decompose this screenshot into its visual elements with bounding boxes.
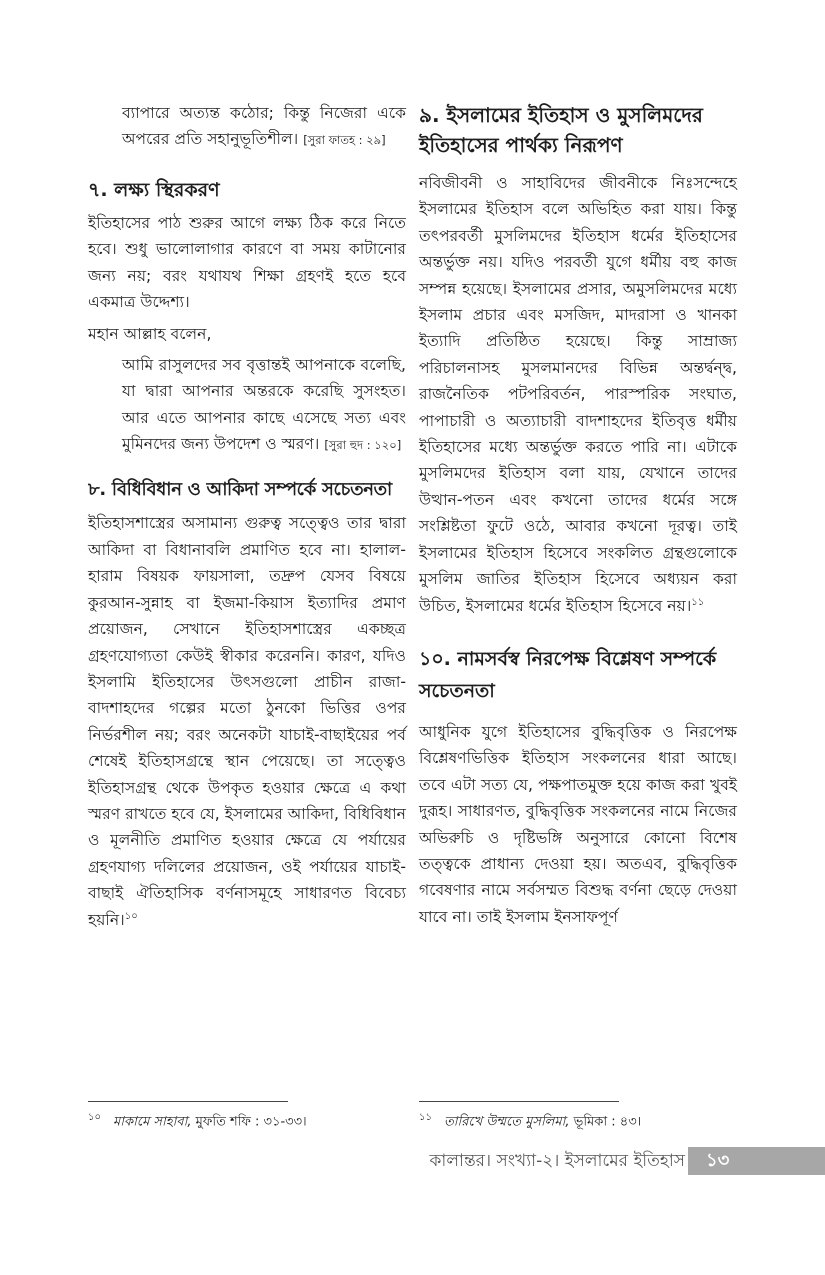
footnote-divider-left <box>88 1101 288 1102</box>
footnote-right-number: ১১ <box>419 1112 432 1123</box>
section8-heading: ৮. বিধিবিধান ও আকিদা সম্পর্কে সচেতনতা <box>88 479 392 501</box>
left-column <box>88 100 406 933</box>
footnote-right-text: ভূমিকা : ৪৩। <box>573 1114 642 1130</box>
section8-paragraph-text: ইতিহাসশাস্ত্রের অসামান্য গুরুত্ব সত্ত্বেও তার দ্বারা আকিদা বা বিধানাবলি প্রমাণিত হবে না। হালাল-হারাম বিষয়ক ফায়সালা, তদ্রুপ যেসব বিষয়ে কুরআন-সুন্নাহ বা ইজমা-কিয়াস ইত্যাদির প্রমাণ প্রয়োজন, সেখানে ইতিহাসশাস্ত্রের একচ্ছত্র গ্রহণযোগ্যতা কেউই স্বীকার করেননি। কারণ, যদিও ইসলামি ইতিহাসের উৎসগুলো প্রাচীন রাজা-বাদশাহদের গল্পের মতো ঠুনকো ভিত্তির ওপর নির্ভরশীল নয়; বরং অনেকটা যাচাই-বাছাইয়ের পর্ব শেষেই ইতিহাসগ্রন্থে স্থান পেয়েছে। তা সত্ত্বেও ইতিহাসগ্রন্থ থেকে উপকৃত হওয়ার ক্ষেত্রে এ কথা স্মরণ রাখতে হবে যে, ইসলামের আকিদা, বিধিবিধান ও মূলনীতি প্রমাণিত হওয়ার ক্ষেত্রে যে পর্যায়ের গ্রহণযাগ্য দলিলের প্রয়োজন, ওই পর্যায়ের যাচাই-বাছাই ঐতিহাসিক বর্ণনাসমূহে সাধারণত বিবেচ্য হয়নি। <box>88 514 406 929</box>
right-column <box>419 100 737 930</box>
footnote-right-title: তারিখে উম্মতে মুসলিমা, <box>443 1114 570 1130</box>
section9-paragraph <box>419 170 737 619</box>
section7-quote <box>88 352 406 459</box>
section8-paragraph <box>88 510 406 933</box>
continued-quote-text: ব্যাপারে অত্যন্ত কঠোর; কিন্তু নিজেরা একে অপরের প্রতি সহানুভূতিশীল। <box>122 104 406 149</box>
section7-quote-citation: [সুরা হুদ : ১২০] <box>324 438 402 453</box>
continued-quote <box>88 100 406 154</box>
section7-paragraph: ইতিহাসের পাঠ শুরুর আগে লক্ষ্য ঠিক করে নিতে হবে। শুধু ভালোলাগার কারণে বা সময় কাটানোর জন্য নয়; বরং যথাযথ শিক্ষা গ্রহণই হতে হবে একমাত্র উদ্দেশ্য। <box>88 213 406 312</box>
footnote-left-number: ১০ <box>88 1112 101 1123</box>
section7-heading: ৭. লক্ষ্য স্থিরকরণ <box>88 178 220 201</box>
section7-quote-text: আমি রাসুলদের সব বৃত্তান্তই আপনাকে বলেছি, যা দ্বারা আপনার অন্তরকে করেছি সুসংহত। আর এতে আপনার কাছে এসেছে সত্য এবং মুমিনদের জন্য উপদেশ ও স্মরণ। <box>122 355 406 454</box>
section10-paragraph: আধুনিক যুগে ইতিহাসের বুদ্ধিবৃত্তিক ও নিরপেক্ষ বিশ্লেষণভিত্তিক ইতিহাস সংকলনের ধারা আছে। তবে এটা সত্য যে, পক্ষপাতমুক্ত হয়ে কাজ করা খুবই দুরূহ। সাধারণত, বুদ্ধিবৃত্তিক সংকলনের নামে নিজের অভিরুচি ও দৃষ্টিভঙ্গি অনুসারে কোনো বিশেষ তত্ত্বকে প্রাধান্য দেওয়া হয়। অতএব, বুদ্ধিবৃত্তিক গবেষণার নামে সর্বসম্মত বিশুদ্ধ বর্ণনা ছেড়ে দেওয়া যাবে না। তাই ইসলাম ইনসাফপূর্ণ <box>419 722 737 926</box>
section9-heading: ৯. ইসলামের ইতিহাস ও মুসলিমদের ইতিহাসের পার্থক্য নিরূপণ <box>419 103 703 157</box>
page-footer <box>0 1147 825 1175</box>
footnote-left-text: মুফতি শফি : ৩১-৩৩। <box>195 1114 307 1130</box>
footnote-left <box>88 1109 406 1131</box>
page-number: ১৩ <box>706 1150 730 1171</box>
footnote-divider-right <box>419 1101 619 1102</box>
continued-quote-citation: [সুরা ফাতহ : ২৯] <box>303 133 386 148</box>
footnote-ref-11[interactable]: ১১ <box>691 596 705 608</box>
footnote-right <box>419 1109 737 1131</box>
section7-intro: মহান আল্লাহ বলেন, <box>88 325 212 344</box>
section9-paragraph-text: নবিজীবনী ও সাহাবিদের জীবনীকে নিঃসন্দেহে ইসলামের ইতিহাস বলে অভিহিত করা যায়। কিন্তু তৎপরবর্তী মুসলিমদের ইতিহাস ধর্মের ইতিহাসের অন্তর্ভুক্ত নয়। যদিও পরবর্তী যুগে ধর্মীয় বহু কাজ সম্পন্ন হয়েছে। ইসলামের প্রসার, অমুসলিমদের মধ্যে ইসলাম প্রচার এবং মসজিদ, মাদরাসা ও খানকা ইত্যাদি প্রতিষ্ঠিত হয়েছে। কিন্তু সাম্রাজ্য পরিচালনাসহ মুসলমানদের বিভিন্ন অন্তর্দ্বন্দ্ব, রাজনৈতিক পটপরিবর্তন, পারস্পরিক সংঘাত, পাপাচারী ও অত্যাচারী বাদশাহদের ইতিবৃত্ত ধর্মীয় ইতিহাসের মধ্যে অন্তর্ভুক্ত করতে পারি না। এটাকে মুসলিমদের ইতিহাস বলা যায়, যেখানে তাদের উত্থান-পতন এবং কখনো তাদের ধর্মের সঙ্গে সংশ্লিষ্টতা ফুটে ওঠে, আবার কখনো দূরত্ব। তাই ইসলামের ইতিহাস হিসেবে সংকলিত গ্রন্থগুলোকে মুসলিম জাতির ইতিহাস হিসেবে অধ্যয়ন করা উচিত, ইসলামের ধর্মের ইতিহাস হিসেবে নয়। <box>419 174 737 615</box>
footnote-left-title: মাকামে সাহাবা, <box>113 1114 192 1130</box>
running-title: কালান্তর। সংখ্যা-২। ইসলামের ইতিহাস <box>429 1151 685 1171</box>
section10-heading: ১০. নামসর্বস্ব নিরপেক্ষ বিশ্লেষণ সম্পর্কে সচেতনতা <box>419 647 717 702</box>
footnote-ref-10[interactable]: ১০ <box>124 910 138 922</box>
